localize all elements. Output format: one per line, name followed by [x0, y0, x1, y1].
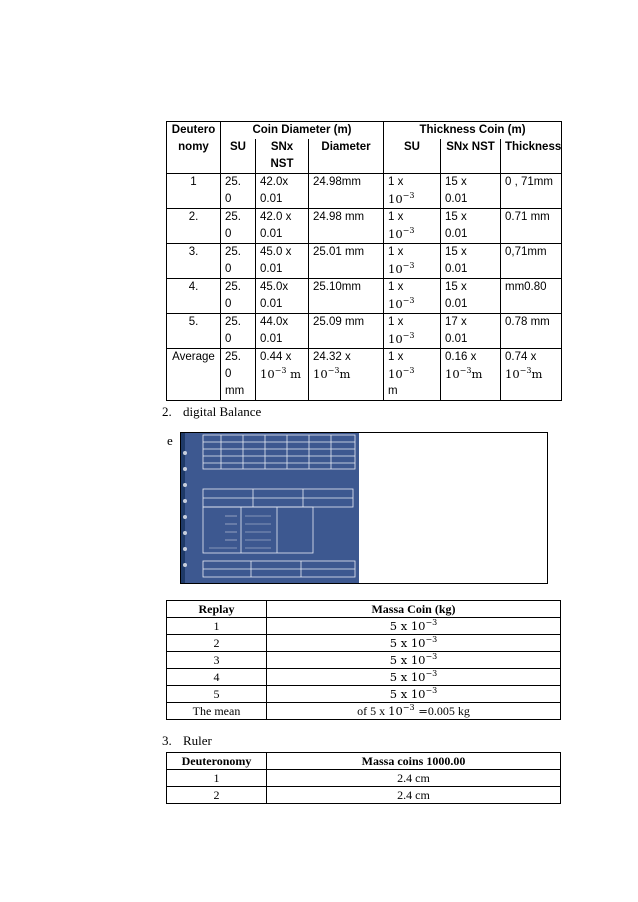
table-row — [167, 279, 562, 314]
cell-line: $10^{-3}$ — [388, 331, 415, 346]
cell-line: 1 x — [388, 351, 404, 363]
cell-line: 15 x — [445, 281, 467, 293]
header-text: Deutero — [171, 124, 216, 136]
cell-diameter — [309, 349, 384, 401]
cell-thickness: 0,71mm — [501, 244, 562, 279]
mean-math: $10^{-3}$ = — [388, 703, 428, 718]
header-text: SNx — [270, 141, 294, 153]
table-body — [167, 174, 562, 349]
cell-su — [221, 279, 256, 314]
cell-line: m — [388, 385, 398, 397]
cell-line: 0.01 — [445, 193, 468, 205]
cell-snx-nst — [441, 244, 501, 279]
ruler-table — [166, 752, 561, 804]
cell-su — [221, 244, 256, 279]
cell-thickness: 0.71 mm — [501, 209, 562, 244]
cell-su — [221, 349, 256, 401]
cell-line: 25. — [225, 246, 241, 258]
cell-su — [221, 174, 256, 209]
cell-line: 25. — [225, 281, 241, 293]
cell-line: $10^{-3}$ — [388, 261, 415, 276]
table-row — [167, 787, 561, 804]
cell-diameter: 25.01 mm — [309, 244, 384, 279]
cell-line: 0 — [225, 263, 232, 275]
cell-su — [221, 209, 256, 244]
cell-line: 0 — [225, 368, 232, 380]
cell-line: 0 — [225, 333, 232, 345]
cell-su2 — [384, 349, 441, 401]
cell-line: 42.0 x — [260, 211, 292, 223]
cell-massa: 5 x $10^{-3}$ — [267, 686, 561, 703]
header-massa-coins: Massa coins 1000.00 — [267, 753, 561, 770]
subheader-snx-nst — [256, 139, 309, 174]
cell-snx-nst — [441, 279, 501, 314]
cell-line: 15 x — [445, 176, 467, 188]
cell-thickness: 0 , 71mm — [501, 174, 562, 209]
cell-line: 1 x — [388, 316, 404, 328]
subheader-thickness: Thickness — [501, 139, 562, 174]
cell-line: 15 x — [445, 246, 467, 258]
cell-replay: 4 — [167, 669, 267, 686]
table-row — [167, 618, 561, 635]
cell-snx — [256, 314, 309, 349]
cell-line: 0.01 — [445, 333, 468, 345]
coin-measurement-table — [166, 121, 562, 397]
cell-su2 — [384, 314, 441, 349]
cell-replay: 5 — [167, 686, 267, 703]
table-header-row — [167, 601, 561, 618]
table-row-mean — [167, 703, 561, 720]
table-row — [167, 209, 562, 244]
section-heading-digital-balance — [162, 404, 261, 420]
cropped-text-fragment: e — [167, 433, 173, 448]
cell-line: 25. — [225, 351, 241, 363]
table-body — [167, 770, 561, 804]
section-number: 2. — [162, 404, 172, 419]
cell-line: 0.01 — [260, 193, 283, 205]
subheader-snx-nst: SNx NST — [441, 139, 501, 174]
cell-label: Average — [167, 349, 221, 401]
cell-line: 25. — [225, 316, 241, 328]
table-body — [167, 618, 561, 703]
cell-line: $10^{-3}$ — [388, 226, 415, 241]
cell-deuteronomy: 2 — [167, 787, 267, 804]
notebook-photo — [181, 433, 359, 583]
cell-diameter: 24.98 mm — [309, 209, 384, 244]
cell-line: $10^{-3}$ — [388, 296, 415, 311]
table-header-row — [167, 753, 561, 770]
table-header-row — [167, 122, 562, 140]
section-heading-ruler — [162, 733, 212, 749]
cell-massa: 5 x $10^{-3}$ — [267, 669, 561, 686]
cell-line: 25. — [225, 176, 241, 188]
cell-line: 0.01 — [445, 228, 468, 240]
cell-line: 0.01 — [260, 228, 283, 240]
cell-diameter: 24.98mm — [309, 174, 384, 209]
lab-notebook-photo-frame — [167, 432, 548, 584]
cell-replay: 3 — [167, 652, 267, 669]
cell-line: 0 — [225, 228, 232, 240]
cell-line: 25. — [225, 211, 241, 223]
cell-su — [221, 314, 256, 349]
cell-number: 4. — [167, 279, 221, 314]
cell-line: 0.74 x — [505, 351, 537, 363]
cell-snx — [256, 244, 309, 279]
cell-replay: 2 — [167, 635, 267, 652]
cell-diameter: 25.10mm — [309, 279, 384, 314]
table-row-average — [167, 349, 562, 401]
cell-su2 — [384, 209, 441, 244]
cell-line: $10^{-3}m$ — [505, 366, 543, 381]
section-title: digital Balance — [183, 404, 262, 419]
table-row — [167, 635, 561, 652]
cell-snx-nst — [441, 174, 501, 209]
cell-massa: 2.4 cm — [267, 770, 561, 787]
cell-snx — [256, 209, 309, 244]
cell-snx — [256, 279, 309, 314]
cell-diameter: 25.09 mm — [309, 314, 384, 349]
header-thickness-coin: Thickness Coin (m) — [384, 122, 562, 140]
cell-number: 3. — [167, 244, 221, 279]
subheader-su: SU — [384, 139, 441, 174]
cell-line: 0.01 — [260, 263, 283, 275]
cell-line: 45.0 x — [260, 246, 292, 258]
cell-massa: 5 x $10^{-3}$ — [267, 652, 561, 669]
section-number: 3. — [162, 733, 172, 748]
header-coin-diameter: Coin Diameter (m) — [221, 122, 384, 140]
header-text: NST — [270, 158, 294, 170]
cell-snx-nst — [441, 314, 501, 349]
cell-line: 0.01 — [445, 298, 468, 310]
cell-line: $10^{-3}m$ — [313, 366, 351, 381]
cell-massa: 5 x $10^{-3}$ — [267, 618, 561, 635]
cell-snx-nst — [441, 209, 501, 244]
header-massa-coin: Massa Coin (kg) — [267, 601, 561, 618]
cell-line: 42.0x — [260, 176, 289, 188]
cell-line: $10^{-3}m$ — [445, 366, 483, 381]
cell-line: 15 x — [445, 211, 467, 223]
cell-line: 0 — [225, 298, 232, 310]
cell-number: 2. — [167, 209, 221, 244]
cell-line: 45.0x — [260, 281, 289, 293]
cell-number: 5. — [167, 314, 221, 349]
section-title: Ruler — [183, 733, 212, 748]
table-row — [167, 686, 561, 703]
cell-line: mm — [225, 385, 245, 397]
cell-line: 0.44 x — [260, 351, 292, 363]
cell-thickness: mm0.80 — [501, 279, 562, 314]
table-row — [167, 244, 562, 279]
table-row — [167, 174, 562, 209]
table-subheader-row — [167, 139, 562, 174]
cell-line: $10^{-3}$ — [388, 366, 415, 381]
cell-line: $10^{-3}$ — [388, 191, 415, 206]
cell-line: 1 x — [388, 211, 404, 223]
cell-line: 0.01 — [445, 263, 468, 275]
cell-snx — [256, 174, 309, 209]
cell-thickness: 0.78 mm — [501, 314, 562, 349]
header-replay: Replay — [167, 601, 267, 618]
table-row — [167, 669, 561, 686]
cell-line: 24.32 x — [313, 351, 351, 363]
table-row — [167, 770, 561, 787]
cell-snx-nst — [441, 349, 501, 401]
cell-su2 — [384, 174, 441, 209]
cell-massa: 5 x $10^{-3}$ — [267, 635, 561, 652]
cell-massa: 2.4 cm — [267, 787, 561, 804]
cell-thickness — [501, 349, 562, 401]
subheader-su: SU — [221, 139, 256, 174]
cell-number: 1 — [167, 174, 221, 209]
cell-line: 0.16 x — [445, 351, 477, 363]
digital-balance-table — [166, 600, 561, 720]
cell-su2 — [384, 244, 441, 279]
cell-line: 1 x — [388, 281, 404, 293]
cell-line: 17 x — [445, 316, 467, 328]
mean-prefix: of 5 x — [357, 704, 389, 718]
table-row — [167, 314, 562, 349]
cell-deuteronomy: 1 — [167, 770, 267, 787]
cell-line: 1 x — [388, 176, 404, 188]
header-deuteronomy: Deuteronomy — [167, 753, 267, 770]
cell-su2 — [384, 279, 441, 314]
mean-value: 0.005 kg — [427, 704, 470, 718]
cell-line: 1 x — [388, 246, 404, 258]
cell-line: $10^{-3}$ m — [260, 366, 301, 381]
cell-snx — [256, 349, 309, 401]
cell-line: 44.0x — [260, 316, 289, 328]
header-text: nomy — [178, 141, 209, 153]
cell-label: The mean — [167, 703, 267, 720]
subheader-diameter: Diameter — [309, 139, 384, 174]
cell-replay: 1 — [167, 618, 267, 635]
cell-line: 0 — [225, 193, 232, 205]
cell-line: 0.01 — [260, 298, 283, 310]
header-deuteronomy — [167, 122, 221, 174]
table-row — [167, 652, 561, 669]
cell-line: 0.01 — [260, 333, 283, 345]
cell-value — [267, 703, 561, 720]
